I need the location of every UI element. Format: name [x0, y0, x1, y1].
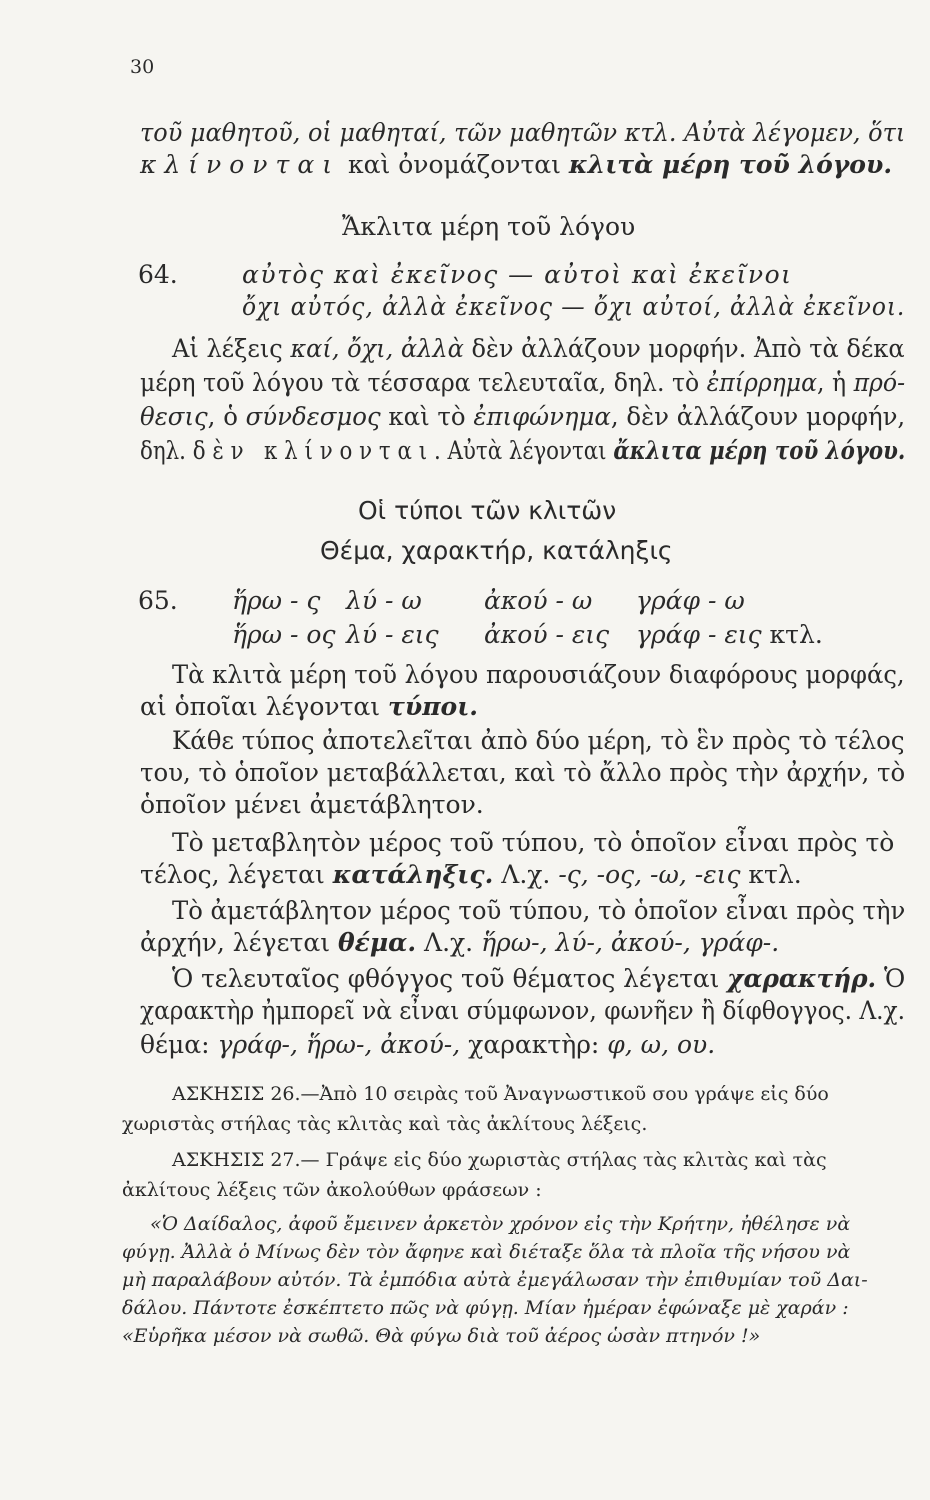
quote-line: «Ὁ Δαίδαλος, ἀφοῦ ἔμεινεν ἀρκετὸν χρόνον εἰς τὴν Κρήτην, ἠθέλησε νὰ — [150, 1213, 851, 1235]
text-span: κτλ. — [761, 620, 823, 649]
text-span: Ὁ τελευταῖος φθόγγος τοῦ θέματος λέγεται — [172, 964, 728, 993]
text-line: χαρακτὴρ ἠμπορεῖ νὰ εἶναι σύμφωνον, φωνῆεν ἢ δίφθογγος. Λ.χ. — [140, 996, 906, 1025]
text-span: δὲν ἀλλάζουν μορφήν. Ἀπὸ τὰ δέκα — [463, 334, 905, 363]
bold-term: ἄκλιτα μέρη τοῦ λόγου. — [613, 436, 906, 465]
text-line: του, τὸ ὁποῖον μεταβάλλεται, καὶ τὸ ἄλλο πρὸς τὴν ἀρχήν, τὸ — [140, 758, 906, 787]
text-span: καὶ τὸ — [380, 402, 474, 431]
text-line — [140, 860, 802, 890]
text-span: Λ.χ. — [493, 860, 559, 889]
text-line: ὁποῖον μένει ἀμετάβλητον. — [140, 790, 484, 819]
text-span: δηλ. — [140, 436, 193, 465]
text-span: , δὲν ἀλλάζουν μορφήν, — [610, 402, 906, 431]
quote-line: «Εὑρῆκα μέσον νὰ σωθῶ. Θὰ φύγω διὰ τοῦ ἀέρος ὡσὰν πτηνόν !» — [122, 1325, 761, 1347]
text-span: κτλ. — [740, 860, 802, 889]
bold-term: κλιτὰ μέρη τοῦ λόγου. — [568, 150, 893, 179]
text-line: Κάθε τύπος ἀποτελεῖται ἀπὸ δύο μέρη, τὸ ἓν πρὸς τὸ τέλος — [172, 726, 905, 755]
text-line — [172, 334, 905, 364]
form-example: ἥρω - ς — [232, 586, 321, 615]
paragraph-number: 65. — [138, 586, 178, 615]
text-line — [140, 368, 905, 398]
bold-term: χαρακτήρ. — [727, 964, 877, 993]
bold-term: τύποι. — [388, 692, 478, 721]
italic-term: σύνδεσμος — [245, 402, 381, 431]
example-line: αὐτὸς καὶ ἐκεῖνος — αὐτοὶ καὶ ἐκεῖνοι — [242, 260, 793, 289]
quote-line: δάλου. Πάντοτε ἐσκέπτετο πῶς νὰ φύγῃ. Μίαν ἡμέραν ἐφώναξε μὲ χαράν : — [122, 1297, 849, 1319]
italic-term: φ, ω, ου. — [607, 1030, 716, 1059]
spaced-word: κλίνονται — [140, 150, 341, 179]
text-line — [140, 436, 905, 466]
section-heading: Οἱ τύποι τῶν κλιτῶν — [358, 496, 617, 525]
text-span: , ἡ — [817, 368, 854, 397]
exercise-line: ἀκλίτους λέξεις τῶν ἀκολούθων φράσεων : — [122, 1179, 542, 1201]
bold-term: θέμα. — [337, 928, 417, 957]
page-number: 30 — [130, 56, 155, 78]
quote-line: μὴ παραλάβουν αὐτόν. Τὰ ἐμπόδια αὐτὰ ἐμεγάλωσαν τὴν ἐπιθυμίαν τοῦ Δαι- — [122, 1269, 868, 1291]
text-line — [172, 964, 905, 994]
text-line — [140, 928, 779, 958]
italic-term: καί, ὄχι, ἀλλὰ — [290, 334, 464, 363]
italic-term: ἐπίρρημα — [706, 368, 818, 397]
quote-line: φύγῃ. Ἀλλὰ ὁ Μίνως δὲν τὸν ἄφηνε καὶ διέταξε ὅλα τὰ πλοῖα τῆς νήσου νὰ — [122, 1241, 851, 1263]
form-example: γράφ - ω — [636, 586, 745, 615]
exercise-line: ΑΣΚΗΣΙΣ 27.— Γράψε εἰς δύο χωριστὰς στήλας τὰς κλιτὰς καὶ τὰς — [172, 1149, 827, 1171]
text-line — [140, 1030, 715, 1060]
form-example: ἀκού - ω — [484, 586, 593, 615]
form-example — [636, 620, 823, 650]
form-example: λύ - ω — [346, 586, 422, 615]
text-span: τέλος, λέγεται — [140, 860, 333, 889]
text-span: αἱ ὁποῖαι λέγονται — [140, 692, 389, 721]
italic-term: -ς, -ος, -ω, -εις — [558, 860, 741, 889]
text-span: θέμα: — [140, 1030, 218, 1059]
text-span: ἀρχήν, λέγεται — [140, 928, 338, 957]
text-span: Λ.χ. — [416, 928, 482, 957]
spaced-word: δὲν κλίνονται — [192, 436, 434, 465]
italic-term: θεσις — [140, 402, 208, 431]
text-line — [140, 692, 478, 722]
text-line: τοῦ μαθητοῦ, οἱ μαθηταί, τῶν μαθητῶν κτλ. Αὐτὰ λέγομεν, ὅτι — [140, 118, 906, 147]
text-span: Ὁ — [876, 964, 906, 993]
text-span: Αἱ λέξεις — [172, 334, 291, 363]
text-line — [140, 402, 905, 432]
text-line: Τὸ ἀμετάβλητον μέρος τοῦ τύπου, τὸ ὁποῖον εἶναι πρὸς τὴν — [172, 896, 906, 925]
text-span: χαρακτὴρ: — [460, 1030, 608, 1059]
italic-term: ἥρω-, λύ-, ἀκού-, γράφ-. — [481, 928, 780, 957]
exercise-line: χωριστὰς στήλας τὰς κλιτὰς καὶ τὰς ἀκλίτους λέξεις. — [122, 1113, 648, 1135]
text-span: μέρη τοῦ λόγου τὰ τέσσαρα τελευταῖα, δηλ. τὸ — [140, 368, 707, 397]
example-line: ὄχι αὐτός, ἀλλὰ ἐκεῖνος — ὄχι αὐτοί, ἀλλὰ ἐκεῖνοι. — [242, 292, 906, 321]
text-span: . Αὐτὰ λέγονται — [433, 436, 614, 465]
bold-term: κατάληξις. — [332, 860, 494, 889]
italic-term: γράφ-, ἥρω-, ἀκού-, — [217, 1030, 461, 1059]
italic-term: πρό- — [853, 368, 906, 397]
form-example: ἥρω - ος — [232, 620, 336, 649]
exercise-line: ΑΣΚΗΣΙΣ 26.—Ἀπὸ 10 σειρὰς τοῦ Ἀναγνωστικοῦ σου γράψε εἰς δύο — [172, 1083, 829, 1105]
italic-term: γράφ - εις — [636, 620, 762, 649]
paragraph-number: 64. — [138, 260, 178, 289]
text-line: Τὸ μεταβλητὸν μέρος τοῦ τύπου, τὸ ὁποῖον εἶναι πρὸς τὸ — [172, 828, 895, 857]
text-line — [140, 150, 892, 180]
text-span: καὶ ὀνομάζονται — [340, 150, 569, 179]
form-example: ἀκού - εις — [484, 620, 610, 649]
section-heading: Ἄκλιτα μέρη τοῦ λόγου — [342, 212, 636, 241]
text-span: , ὁ — [207, 402, 246, 431]
form-example: λύ - εις — [346, 620, 439, 649]
italic-term: ἐπιφώνημα — [473, 402, 611, 431]
section-subheading: Θέμα, χαρακτήρ, κατάληξις — [320, 536, 673, 565]
text-line: Τὰ κλιτὰ μέρη τοῦ λόγου παρουσιάζουν διαφόρους μορφάς, — [172, 660, 905, 689]
